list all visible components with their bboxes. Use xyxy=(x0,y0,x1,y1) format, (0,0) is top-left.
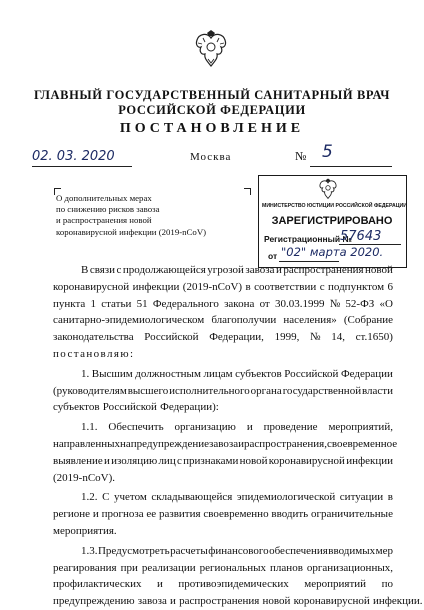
subject-line: и распространения новой xyxy=(56,215,152,226)
city-label: Москва xyxy=(190,151,232,163)
subject-line: коронавирусной инфекции (2019-nCoV) xyxy=(56,226,207,237)
body-line: 1.1. Обеспечить организацию и проведение мероприятий, xyxy=(81,421,393,434)
body-line: 1.2. С учетом складывающейся эпидемиологической ситуации в xyxy=(81,491,393,504)
stamp-registered: ЗАРЕГИСТРИРОВАНО xyxy=(271,215,393,227)
issuer-title: ГЛАВНЫЙ ГОСУДАРСТВЕННЫЙ САНИТАРНЫЙ ВРАЧ xyxy=(33,88,391,102)
body-line: 1.3. Предусмотреть расчеты финансового обеспечения вводимых мер xyxy=(81,544,393,557)
body-line: субъектов Российской Федерации): xyxy=(53,401,219,414)
subject-line: О дополнительных мерах xyxy=(56,193,152,203)
body-line: 1. Высшим должностным лицам субъектов Российской Федерации xyxy=(81,367,393,380)
stamp-from-label: от xyxy=(268,251,278,261)
stamp-reg-number: 57643 xyxy=(340,229,382,244)
body-line: (2019-nCoV). xyxy=(53,471,116,484)
body-line: регионе и прогноза ее развития своевременно вводить ограничительные xyxy=(53,508,393,521)
stamp-ministry: МИНИСТЕРСТВО ЮСТИЦИИ РОССИЙСКОЙ ФЕДЕРАЦИИ xyxy=(262,203,407,209)
stamp-emblem-icon xyxy=(318,178,338,200)
body-line: санитарно-эпидемиологическом благополучии населения» (Собрание xyxy=(53,314,393,327)
body-line: профилактических и противоэпидемических мероприятий по xyxy=(53,578,393,591)
body-line: законодательства Российской Федерации, 1999, № 14, ст.1650) xyxy=(53,331,393,344)
body-line: коронавирусной инфекции (2019-nCoV) в соответствии с подпунктом 6 xyxy=(53,280,393,293)
number-sign: № xyxy=(295,149,307,163)
body-line: пункта 1 статьи 51 Федерального закона от 30.03.1999 № 52-ФЗ «О xyxy=(53,297,393,310)
document-subject xyxy=(56,193,256,238)
body-line: реагирования при реализации региональных планов организационных, xyxy=(53,561,393,574)
date-underline xyxy=(32,166,132,167)
handwritten-date: 02. 03. 2020 xyxy=(32,149,115,164)
number-underline xyxy=(310,166,392,167)
stamp-date: "02" марта 2020. xyxy=(281,245,384,259)
body-line: выявление и изоляцию лиц с признаками новой коронавирусной инфекции xyxy=(53,454,393,467)
document-type: ПОСТАНОВЛЕНИЕ xyxy=(119,121,305,136)
issuer-title-line2: РОССИЙСКОЙ ФЕДЕРАЦИИ xyxy=(118,103,306,117)
body-line: мероприятия. xyxy=(53,524,117,537)
coat-of-arms-icon xyxy=(193,30,229,68)
subject-line: по снижению рисков завоза xyxy=(56,204,160,215)
body-line: предупреждению завоза и распространения новой коронавирусной инфекции. xyxy=(53,595,423,608)
handwritten-number: 5 xyxy=(322,142,333,162)
stamp-reg-label: Регистрационный № xyxy=(264,234,352,244)
body-line: направленных на предупреждение завоза и распространения, своевременное xyxy=(53,437,398,450)
resolution-word: постановляю: xyxy=(53,347,135,360)
document-body xyxy=(53,262,423,610)
body-line: В связи с продолжающейся угрозой завоза и распространения новой xyxy=(81,264,393,276)
body-line: (руководителям высшего исполнительного органа государственной власти xyxy=(53,384,393,397)
